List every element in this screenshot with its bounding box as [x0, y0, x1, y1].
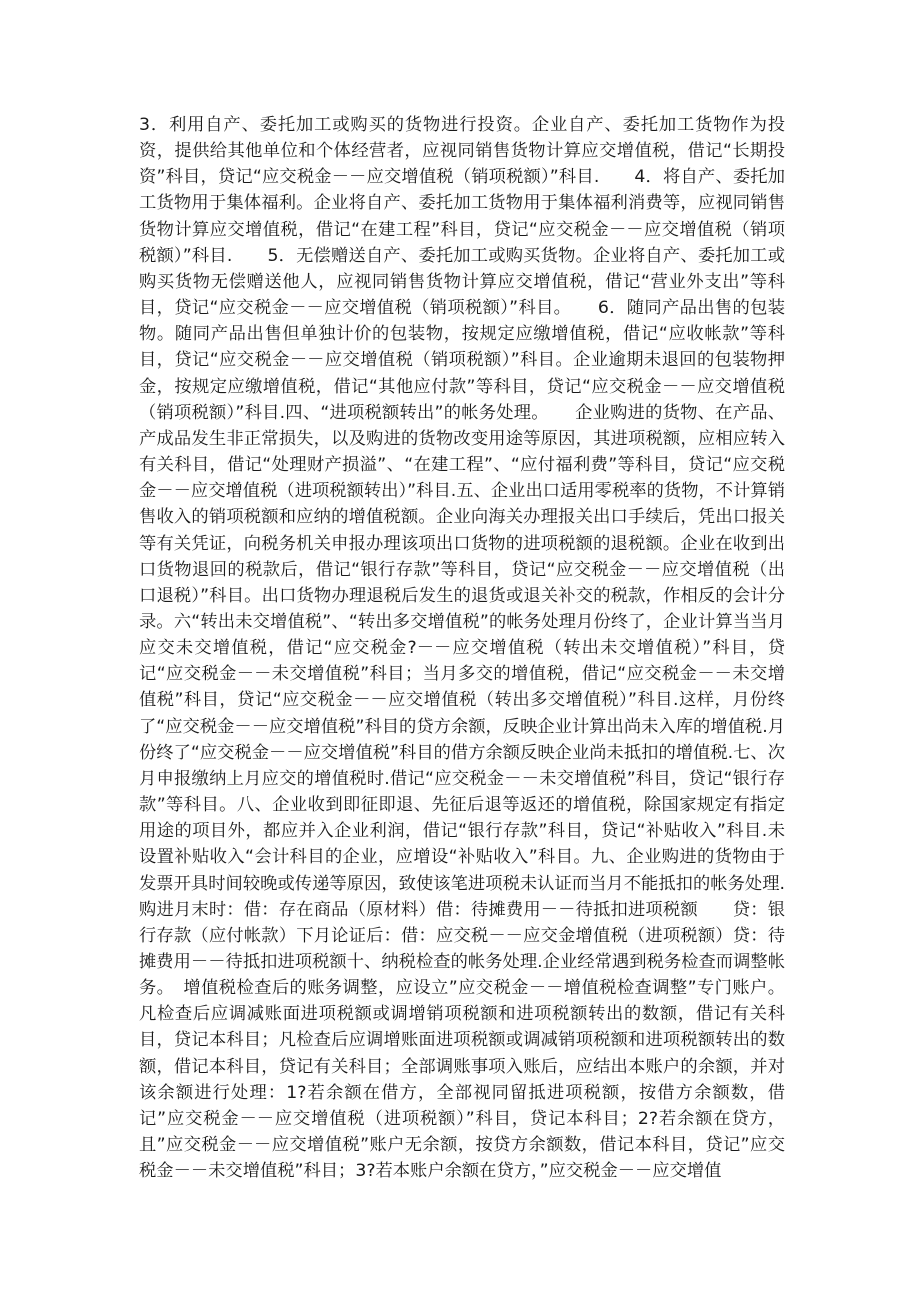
body-paragraph: 3．利用自产、委托加工或购买的货物进行投资。企业自产、委托加工货物作为投资，提供给其他单位和个体经营者，应视同销售货物计算应交增值税，借记“长期投资”科目，贷记“应交税金－－应交增值税（销项税额）”科目. 4．将自产、委托加工货物用于集体福利。企业将自产、委托加工货物用于集体福利消费等，应视同销售货物计算应交增值税，借记“在建工程”科目，贷记“应交税金－－应交增值税（销项税额）”科目. 5．无偿赠送自产、委托加工或购买货物。企业将自产、委托加工或购买货物无偿赠送他人，应视同销售货物计算应交增值税，借记“营业外支出”等科目，贷记“应交税金－－应交增值税（销项税额）”科目。 6．随同产品出售的包装物。随同产品出售但单独计价的包装物，按规定应缴增值税，借记“应收帐款”等科目，贷记“应交税金－－应交增值税（销项税额）”科目。企业逾期未退回的包装物押金，按规定应缴增值税，借记“其他应付款”等科目，贷记“应交税金－－应交增值税（销项税额）”科目.四、“进项税额转出”的帐务处理。 企业购进的货物、在产品、产成品发生非正常损失，以及购进的货物改变用途等原因，其进项税额，应相应转入有关科目，借记“处理财产损溢”、“在建工程”、“应付福利费”等科目，贷记“应交税金－－应交增值税（进项税额转出）”科目.五、企业出口适用零税率的货物，不计算销售收入的销项税额和应纳的增值税额。企业向海关办理报关出口手续后，凭出口报关等有关凭证，向税务机关申报办理该项出口货物的进项税额的退税额。企业在收到出口货物退回的税款后，借记“银行存款”等科目，贷记“应交税金－－应交增值税（出口退税）”科目。出口货物办理退税后发生的退货或退关补交的税款，作相反的会计分录。六“转出未交增值税”、“转出多交增值税”的帐务处理月份终了，企业计算当当月应交未交增值税，借记“应交税金?－－应交增值税（转出未交增值税）”科目，贷记“应交税金－－未交增值税”科目；当月多交的增值税，借记“应交税金－－未交增值税”科目，贷记“应交税金－－应交增值税（转出多交增值税）”科目.这样，月份终了“应交税金－－应交增值税”科目的贷方余额，反映企业计算出尚未入库的增值税.月份终了“应交税金－－应交增值税”科目的借方余额反映企业尚未抵扣的增值税.七、次月申报缴纳上月应交的增值税时.借记“应交税金－－未交增值税”科目，贷记“银行存款”等科目。八、企业收到即征即退、先征后退等返还的增值税，除国家规定有指定用途的项目外，都应并入企业利润，借记“银行存款”科目，贷记“补贴收入”科目.未设置补贴收入“会计科目的企业，应增设“补贴收入”科目。九、企业购进的货物由于发票开具时间较晚或传递等原因，致使该笔进项税未认证而当月不能抵扣的帐务处理.购进月末时：借：存在商品（原材料）借：待摊费用－－待抵扣进项税额 贷：银行存款（应付帐款）下月论证后：借：应交税－－应交金增值税（进项税额）贷：待摊费用－－待抵扣进项税额十、纳税检查的帐务处理.企业经常遇到税务检查而调整帐务。 增值税检查后的账务调整，应设立”应交税金－－增值税检查调整”专门账户。凡检查后应调减账面进项税额或调增销项税额和进项税额转出的数额，借记有关科目，贷记本科目；凡检查后应调增账面进项税额或调减销项税额和进项税额转出的数额，借记本科目，贷记有关科目；全部调账事项入账后，应结出本账户的余额，并对该余额进行处理：1?若余额在借方，全部视同留抵进项税额，按借方余额数，借记”应交税金－－应交增值税（进项税额）”科目，贷记本科目；2?若余额在贷方，且”应交税金－－应交增值税”账户无余额，按贷方余额数，借记本科目，贷记”应交税金－－未交增值税”科目；3?若本账户余额在贷方，”应交税金－－应交增值 — [139, 115, 785, 1182]
